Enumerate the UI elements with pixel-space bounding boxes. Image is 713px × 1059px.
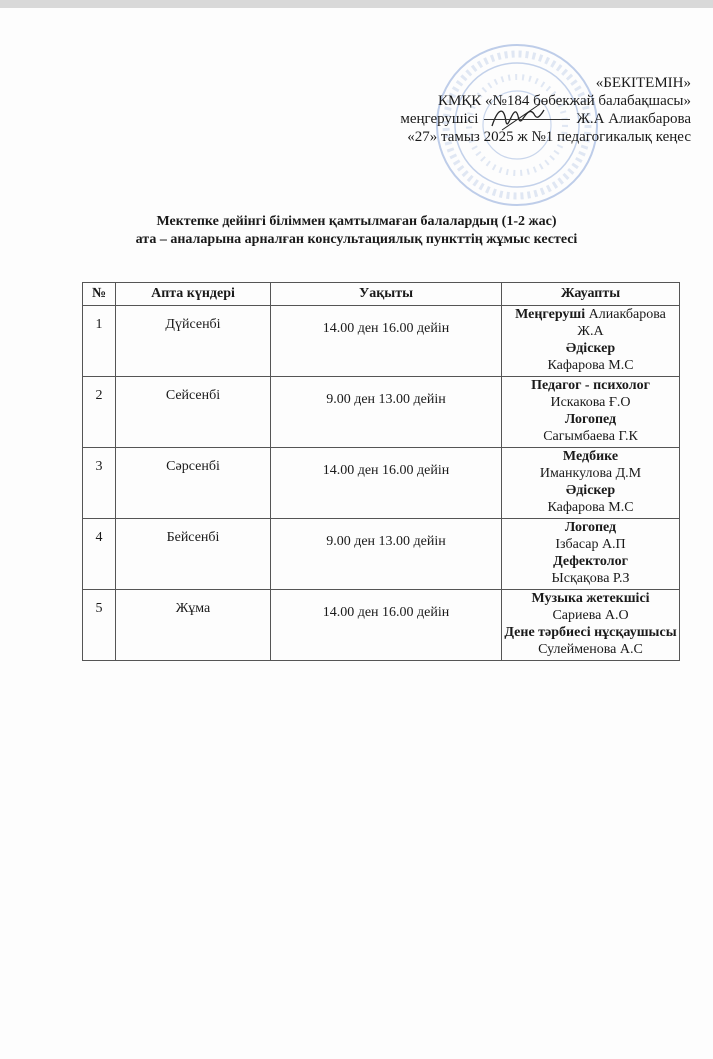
scan-top-edge: [0, 0, 713, 8]
row-number: 1: [95, 317, 103, 332]
responsible-role: Әдіскер: [565, 341, 616, 356]
responsible-role: Логопед: [564, 520, 617, 535]
approval-position: меңгерушісі: [400, 111, 479, 127]
responsible-role: Дене тәрбиесі нұсқаушысы: [504, 625, 677, 640]
responsible-name: Иманкулова Д.М: [539, 466, 642, 481]
row-responsible: [502, 590, 680, 661]
responsible-name: Алиакбарова Ж.А: [577, 307, 666, 339]
table-row: [83, 519, 680, 590]
row-number: 5: [95, 601, 103, 616]
responsible-name: Ізбасар А.П: [555, 537, 626, 552]
row-weekday: Бейсенбі: [166, 530, 220, 545]
row-time: 14.00 ден 16.00 дейін: [322, 463, 450, 478]
responsible-name: Сагымбаева Г.К: [543, 429, 638, 444]
row-responsible: [502, 306, 680, 377]
row-weekday: Дүйсенбі: [165, 317, 221, 332]
row-time: 14.00 ден 16.00 дейін: [322, 321, 450, 336]
row-time: 9.00 ден 13.00 дейін: [326, 392, 446, 407]
responsible-name: Искакова Ғ.О: [550, 395, 631, 410]
responsible-role: Медбике: [562, 449, 619, 464]
responsible-role: Музыка жетекшісі: [531, 591, 650, 606]
row-responsible: [502, 448, 680, 519]
approval-signatory: [361, 110, 691, 128]
responsible-name: Сулейменова А.С: [538, 642, 643, 657]
header-number: №: [83, 283, 116, 306]
approval-organization: КМҚК «№184 бөбекжай балабақшасы»: [437, 93, 691, 109]
table-header-row: [83, 283, 680, 306]
responsible-role: Логопед: [564, 412, 617, 427]
approval-heading: «БЕКІТЕМІН»: [595, 75, 691, 91]
responsible-name: Ысқақова Р.З: [551, 571, 630, 586]
table-row: [83, 377, 680, 448]
row-time: 14.00 ден 16.00 дейін: [322, 605, 450, 620]
document-title: [0, 213, 713, 249]
responsible-role: Дефектолог: [553, 554, 628, 569]
row-weekday: Жұма: [175, 601, 211, 616]
approval-name: Ж.А Алиакбарова: [576, 111, 691, 127]
schedule-table: [82, 282, 680, 661]
responsible-role: Педагог - психолог: [531, 378, 650, 393]
row-weekday: Сейсенбі: [165, 388, 221, 403]
approval-date: «27» тамыз 2025 ж №1 педагогикалық кеңес: [407, 129, 691, 145]
table-row: [83, 590, 680, 661]
approval-block: [361, 74, 691, 146]
row-number: 4: [95, 530, 103, 545]
header-time: Уақыты: [271, 283, 502, 306]
responsible-role: Әдіскер: [565, 483, 616, 498]
table-row: [83, 448, 680, 519]
header-responsible: Жауапты: [502, 283, 680, 306]
responsible-name: Кафарова М.С: [547, 500, 634, 515]
title-line-1: Мектепке дейінгі біліммен қамтылмаған балалардың (1-2 жас): [156, 214, 557, 229]
row-number: 2: [95, 388, 103, 403]
row-responsible: [502, 519, 680, 590]
responsible-name: Сариева А.О: [552, 608, 629, 623]
table-row: [83, 306, 680, 377]
responsible-role: Меңгеруші: [515, 307, 586, 322]
row-number: 3: [95, 459, 103, 474]
title-line-2: ата – аналарына арналған консультациялық пункттің жұмыс кестесі: [135, 232, 578, 247]
row-weekday: Сәрсенбі: [166, 459, 220, 474]
signature-line: [484, 119, 570, 120]
header-weekday: Апта күндері: [116, 283, 271, 306]
responsible-name: Кафарова М.С: [547, 358, 634, 373]
row-time: 9.00 ден 13.00 дейін: [326, 534, 446, 549]
row-responsible: [502, 377, 680, 448]
